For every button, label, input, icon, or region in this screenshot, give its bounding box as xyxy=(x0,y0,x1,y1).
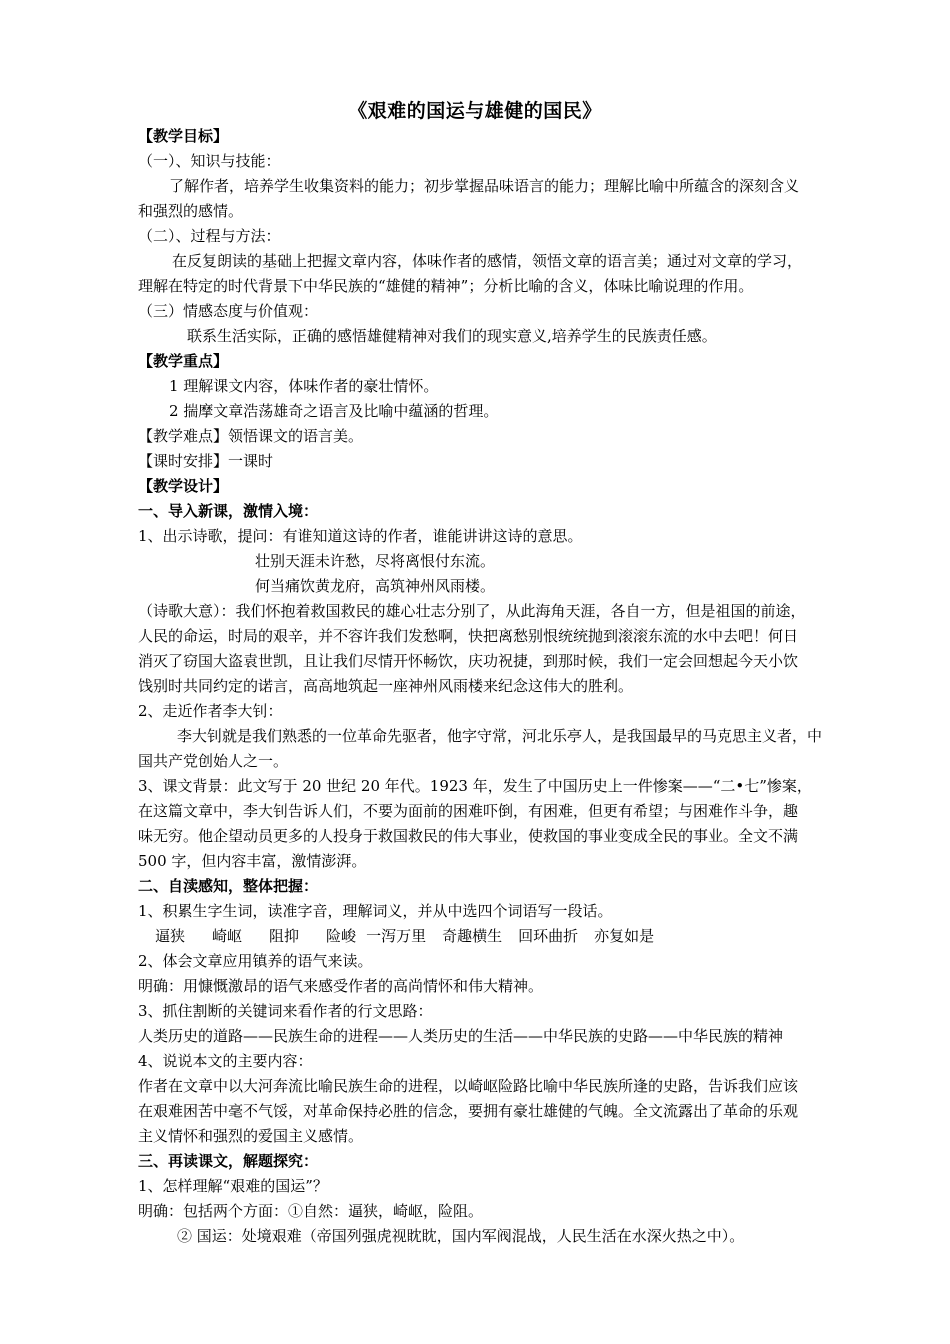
design-header: 【教学设计】 xyxy=(138,477,229,495)
document-title: 《艰难的国运与雄健的国民》 xyxy=(348,100,602,122)
part-2-heading: 二、自渎感知，整体把握： xyxy=(138,877,319,895)
vocab-word: 逼狭 xyxy=(155,927,186,945)
objective-2-text: 在反复朗读的基础上把握文章内容，体味作者的感情，领悟文章的语言美；通过对文章的学习， xyxy=(172,252,803,270)
main-content-line-3: 主义情怀和强烈的爱国主义感情。 xyxy=(138,1127,364,1145)
vocab-word: 阻抑 xyxy=(269,927,300,945)
poem-line-2: 何当痛饮黄龙府，高筑神州风雨楼。 xyxy=(255,577,496,595)
vocabulary-list xyxy=(155,924,907,948)
vocab-word: 险峻 xyxy=(326,927,357,945)
background-line-4: 500 字，但内容丰富，激情澎湃。 xyxy=(138,852,367,870)
objective-1-text: 了解作者，培养学生收集资料的能力；初步掌握品味语言的能力；理解比喻中所蕴含的深刻含义 xyxy=(169,177,800,195)
main-content-line-2: 在艰难困苦中毫不气馁，对革命保持必胜的信念，要拥有豪壮雄健的气魄。全文流露出了革命的乐观 xyxy=(138,1102,799,1120)
part-3-answer-2: ② 国运：处境艰难（帝国列强虎视眈眈，国内军阀混战，人民生活在水深火热之中）。 xyxy=(177,1227,745,1245)
main-content-line-1: 作者在文章中以大河奔流比喻民族生命的进程，以崎岖险路比喻中华民族所逢的史路，告诉我们应该 xyxy=(138,1077,799,1095)
background-line-1: 3、课文背景：此文写于 20 世纪 20 年代。1923 年，发生了中国历史上一件惨案——“二•七”惨案， xyxy=(138,777,812,795)
poem-meaning-4: 饯别时共同约定的诺言，高高地筑起一座神州风雨楼来纪念这伟大的胜利。 xyxy=(138,677,634,695)
part-2-item-2: 2、体会文章应用镇养的语气来读。 xyxy=(138,952,373,970)
part-1-heading: 一、导入新课，激情入境： xyxy=(138,502,319,520)
part-1-item-2: 2、走近作者李大钊： xyxy=(138,702,283,720)
part-2-item-1: 1、积累生字生词，读准字音，理解词义，并从中选四个词语写一段话。 xyxy=(138,902,613,920)
part-3-answer-1: 明确：包括两个方面：①自然：逼狭，崎岖，险阻。 xyxy=(138,1202,484,1220)
vocab-word: 亦复如是 xyxy=(594,927,655,945)
part-2-item-4: 4、说说本文的主要内容： xyxy=(138,1052,313,1070)
key-points-header: 【教学重点】 xyxy=(138,352,229,370)
background-line-3: 味无穷。他企望动员更多的人投身于救国救民的伟大事业，使救国的事业变成全民的事业。全文不满 xyxy=(138,827,799,845)
difficulty-line: 【教学难点】领悟课文的语言美。 xyxy=(138,427,364,445)
author-intro-2: 国共产党创始人之一。 xyxy=(138,752,289,770)
background-line-2: 在这篇文章中，李大钊告诉人们，不要为面前的困难吓倒，有困难，但更有希望；与困难作斗争，趣 xyxy=(138,802,799,820)
poem-meaning: （诗歌大意）：我们怀抱着救国救民的雄心壮志分别了，从此海角天涯，各自一方，但是祖国的前途， xyxy=(138,602,806,620)
schedule-line: 【课时安排】一课时 xyxy=(138,452,274,470)
part-2-item-2-answer: 明确：用慷慨激昂的语气来感受作者的高尚情怀和伟大精神。 xyxy=(138,977,544,995)
part-2-item-3: 3、抓住割断的关键词来看作者的行文思路： xyxy=(138,1002,433,1020)
vocab-word: 奇趣横生 xyxy=(442,927,503,945)
objective-1-label: （一）、知识与技能： xyxy=(138,152,281,170)
objectives-header: 【教学目标】 xyxy=(138,127,229,145)
key-point-1: 1 理解课文内容，体味作者的豪壮情怀。 xyxy=(169,377,439,395)
poem-meaning-2: 人民的命运，时局的艰辛，并不容许我们发愁啊，快把离愁别恨统统抛到滚滚东流的水中去吧！何日 xyxy=(138,627,799,645)
part-1-item-1: 1、出示诗歌，提问：有谁知道这诗的作者，谁能讲讲这诗的意思。 xyxy=(138,527,583,545)
part-3-heading: 三、再读课文，解题探究： xyxy=(138,1152,319,1170)
objective-2-label: （二）、过程与方法： xyxy=(138,227,281,245)
author-intro: 李大钊就是我们熟悉的一位革命先驱者，他字守常，河北乐亭人，是我国最早的马克思主义者，中 xyxy=(177,727,823,745)
vocab-word: 回环曲折 xyxy=(518,927,579,945)
vocab-word: 一泻万里 xyxy=(366,927,427,945)
poem-meaning-3: 消灭了窃国大盗袁世凯，且让我们尽情开怀畅饮，庆功祝捷，到那时候，我们一定会回想起今天小饮 xyxy=(138,652,799,670)
objective-3-label: （三）情感态度与价值观： xyxy=(138,302,319,320)
key-point-2: 2 揣摩文章浩荡雄奇之语言及比喻中蕴涵的哲理。 xyxy=(169,402,499,420)
objective-2-text-cont: 理解在特定的时代背景下中华民族的“雄健的精神”；分析比喻的含义，体味比喻说理的作用。 xyxy=(138,277,754,295)
objective-3-text: 联系生活实际，正确的感悟雄健精神对我们的现实意义,培养学生的民族责任感。 xyxy=(187,327,717,345)
poem-line-1: 壮别天涯未许愁，尽将离恨付东流。 xyxy=(255,552,496,570)
vocab-word: 崎岖 xyxy=(212,927,243,945)
objective-1-text-cont: 和强烈的感情。 xyxy=(138,202,244,220)
part-3-item-1: 1、怎样理解“艰难的国运”？ xyxy=(138,1177,328,1195)
part-2-item-3-answer: 人类历史的道路——民族生命的进程——人类历史的生活——中华民族的史路——中华民族的精神 xyxy=(138,1027,784,1045)
